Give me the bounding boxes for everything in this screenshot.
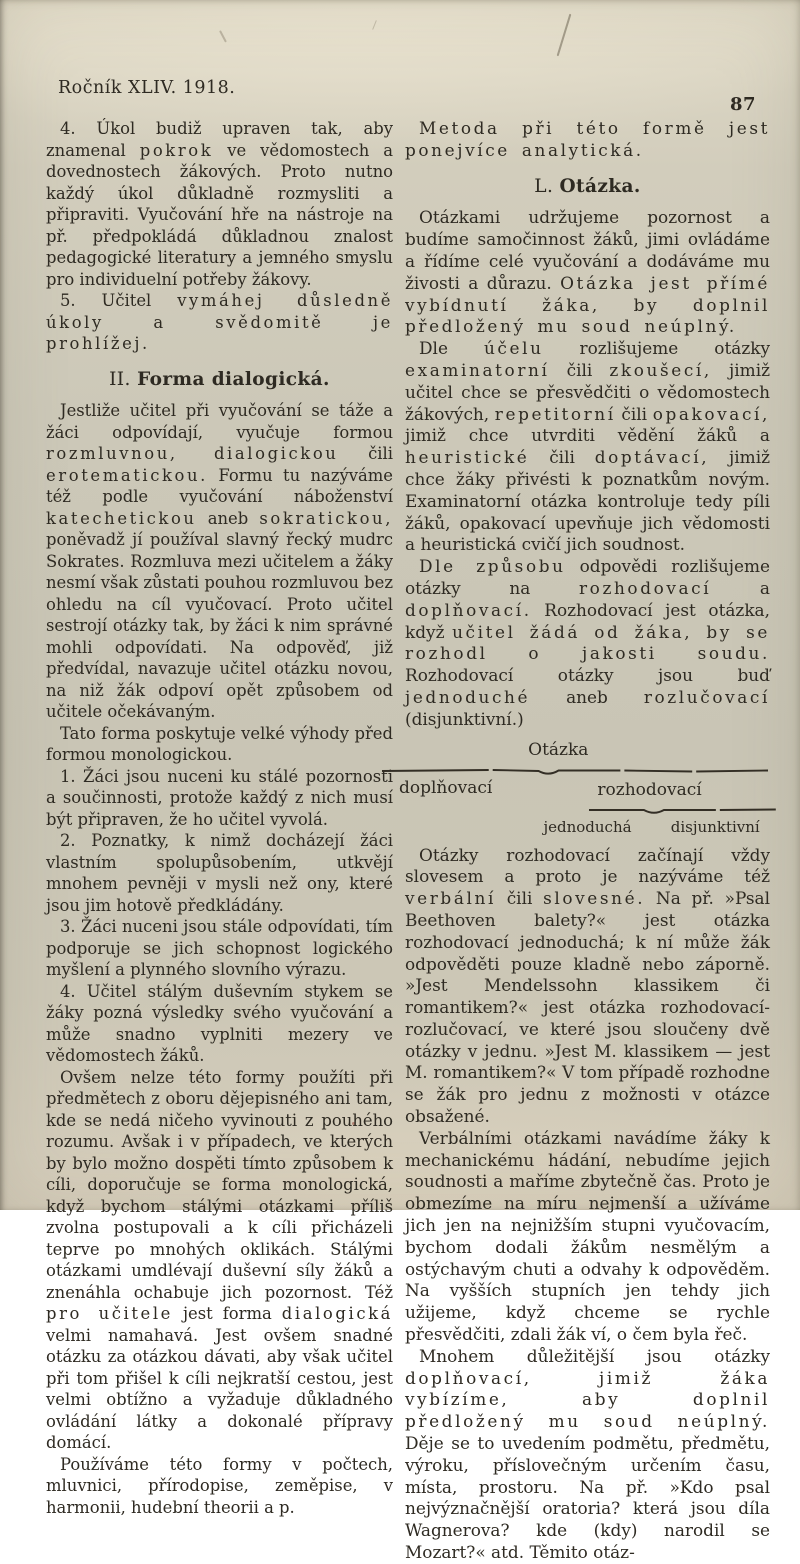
text-run: jimiž chce žáky přivésti k poznatkům novým. Examinatorní otázka kontroluje tedy píli žáků, opakovací upevňuje jich vědomosti a heuristická cvičí jich soudnost.	[405, 447, 771, 555]
right-column	[399, 118, 771, 1564]
left-column	[46, 118, 393, 1564]
text-run: poněvadž jí používal slavný řecký mudrc Sokrates. Rozmluva mezi učitelem a žáky nesmí však zůstati pouhou rozmluvou bez ohledu na cíl vyučovací. Proto učitel sestrojí otázky tak, by žáci k nim správné mohli odpovídati. Na odpověď, již předvídal, navazuje učitel otázku novou, na niž žák odpoví opět způsobem od učitele očekávaným.	[46, 530, 393, 721]
text-run: čili	[338, 444, 393, 463]
paragraph	[46, 290, 393, 355]
paragraph	[405, 118, 770, 162]
emphasized-text: rozmluvnou, dialogickou	[46, 444, 339, 463]
emphasized-text: jednoduché	[405, 686, 531, 707]
emphasized-text: Otázka jest přímé vybídnutí žáka, by doplnil předložený mu soud neúplný.	[405, 272, 770, 337]
paragraph	[405, 556, 770, 730]
diagram-branch-line	[381, 765, 770, 777]
text-run: Verbálními otázkami navádíme žáky k mechanickému hádání, nebudíme jejich soudnosti a maříme zbytečně čas. Proto je obmezíme na míru nejmenší a užíváme jich jen na nejnižším stupni vyučovacím, bychom dodali žákům nesmělým a ostýchavým chuti a odvahy k odpověděm. Na vyšších stupních jen tehdy jich užijeme, když chceme se rychle přesvědčiti, zdali žák ví, o čem byla řeč.	[405, 1127, 770, 1345]
text-run: 4. Učitel stálým duševním stykem se žáky pozná výsledky svého vyučování a může snadno vyplniti mezery ve vědomostech žáků.	[46, 981, 393, 1065]
paragraph	[405, 845, 770, 1128]
emphasized-text: doplňovací.	[405, 599, 532, 620]
scratch-mark	[372, 20, 377, 30]
text-run: aneb	[196, 508, 260, 528]
paragraph	[46, 723, 393, 766]
emphasized-text: opakovací,	[652, 403, 770, 424]
text-run: jimiž učitel chce se přesvědčiti o vědomostech žákových,	[405, 359, 770, 424]
section-number: L.	[534, 175, 560, 197]
emphasized-text: vymáhej důsledně úkoly a svědomitě je prohlížej.	[46, 291, 393, 353]
section-number: II.	[109, 368, 138, 390]
volume-label: Ročník XLIV. 1918.	[58, 78, 236, 98]
text-run: čili	[549, 359, 610, 380]
emphasized-text: Dle způsobu	[419, 556, 566, 577]
emphasized-text: dialogická	[281, 1304, 394, 1323]
diagram-branch-right-label: rozhodovací	[597, 779, 702, 800]
emphasized-text: erotematickou.	[46, 465, 208, 485]
emphasized-text: účelu	[483, 338, 544, 359]
text-run: Používáme této formy v počtech, mluvnici, přírodopise, zeměpise, v harmonii, hudební theorii a p.	[46, 1454, 393, 1517]
paragraph	[46, 1454, 393, 1519]
paragraph	[46, 400, 393, 723]
text-run: a	[711, 577, 770, 598]
emphasized-text: verbální	[405, 888, 496, 909]
emphasized-text: učitel žádá od žáka, by se rozhodl o jakosti soudu.	[405, 621, 770, 664]
paragraph	[46, 981, 393, 1067]
paragraph	[46, 830, 393, 916]
paragraph	[46, 118, 393, 290]
text-run: Děje se to uvedením podmětu, předmětu, výroku, příslovečným určením času, místa, prostoru. Na př. »Kdo psal nejvýznačnější oratoria? která jsou díla Wagnerova? kde (kdy) narodil se Mozart?« atd. Těmito otáz-	[405, 1433, 770, 1563]
text-run: 1. Žáci jsou nuceni ku stálé pozornosti a součinnosti, protože každý z nich musí být připraven, že ho učitel vyvolá.	[46, 766, 393, 829]
question-classification-diagram	[399, 739, 770, 840]
text-run: čili	[529, 447, 595, 468]
section-heading	[405, 176, 770, 198]
page-number: 87	[729, 94, 756, 115]
scratch-mark	[219, 30, 226, 42]
emphasized-text: pro učitele	[46, 1304, 173, 1323]
paragraph	[46, 1067, 393, 1454]
diagram-branch-left-label: doplňovací	[399, 777, 493, 798]
emphasized-text: slovesné.	[543, 888, 646, 909]
text-run: 2. Poznatky, k nimž docházejí žáci vlastním spolupůsobením, utkvějí mnohem pevněji v mysli než ony, které jsou jim hotově předkládány.	[46, 831, 393, 915]
paragraph	[46, 766, 393, 831]
section-heading	[46, 369, 393, 391]
emphasized-text: rozlučovací	[643, 686, 770, 707]
text-run: aneb	[530, 686, 644, 707]
emphasized-text: examinatorní	[405, 359, 550, 380]
text-run: 3. Žáci nuceni jsou stále odpovídati, tím podporuje se jich schopnost logického myšlení a plynného slovního výrazu.	[46, 917, 393, 979]
emphasized-text: zkoušecí,	[609, 359, 712, 380]
paragraph	[405, 338, 770, 556]
diagram-sub-branch-line	[588, 804, 778, 816]
paragraph	[405, 1128, 770, 1346]
emphasized-text: doptávací,	[594, 447, 710, 468]
section-title: Forma dialogická.	[137, 368, 330, 390]
text-run: čili	[615, 403, 653, 424]
text-run: Otázkami udržujeme pozornost a budíme samočinnost žáků, jimi ovládáme a řídíme celé vyučování a dodáváme mu živosti a důrazu.	[405, 207, 770, 293]
diagram-root-label: Otázka	[528, 739, 589, 760]
emphasized-text: sokratickou,	[259, 508, 393, 528]
diagram-sub-left-label: jednoduchá	[543, 817, 632, 836]
text-run: velmi namahavá. Jest ovšem snadné otázku za otázkou dávati, aby však učitel při tom přišel k cíli nejkratší cestou, jest velmi obtížno a vyžaduje důkladného ovládání látky a dokonalé přípravy domácí.	[46, 1325, 393, 1452]
section-title: Otázka.	[559, 175, 641, 197]
text-run: odpovědi rozlišujeme otázky na	[405, 556, 770, 598]
emphasized-text: heuristické	[405, 447, 530, 468]
paragraph	[46, 916, 393, 981]
page-header	[58, 76, 758, 122]
emphasized-text: rozhodovací	[579, 577, 712, 598]
text-run: jest forma	[172, 1304, 282, 1323]
text-run: jimiž chce utvrditi vědění žáků a	[405, 425, 770, 446]
text-run: rozlišujeme otázky	[543, 338, 770, 359]
text-run: 5. Učitel	[60, 291, 178, 310]
emphasized-text: katechetickou	[46, 508, 197, 528]
paragraph	[405, 207, 770, 338]
text-run: Tato forma poskytuje velké výhody před formou monologickou.	[46, 723, 393, 764]
text-run: Na př. »Psal Beethoven balety?« jest otázka rozhodovací jednoduchá; k ní může žák odpověděti pouze kladně nebo záporně. »Jest Mendelssohn klassikem či romantikem?« jest otázka rozhodovací-rozlučovací, ve které jsou sloučeny dvě otázky v jednu. »Jest M. klassikem — jest M. romantikem?« V tom případě rozhodne se žák pro jednu z možnosti v otázce obsažené.	[405, 888, 771, 1127]
text-run: Mnohem důležitější jsou otázky	[419, 1345, 770, 1366]
text-run: ve vědomostech a dovednostech žákových. Proto nutno každý úkol důkladně rozmysliti a připraviti. Vyučování hře na nástroje na př. předpokládá důkladnou znalost pedagogické literatury a jemného smyslu pro individuelní potřeby žákovy.	[46, 140, 393, 289]
text-run: 4. Úkol budiž upraven tak, aby znamenal	[46, 119, 393, 160]
text-run: Rozhodovací otázky jsou buď	[405, 665, 770, 686]
emphasized-text: doplňovací, jimiž žáka vybízíme, aby doplnil předložený mu soud neúplný.	[405, 1367, 770, 1432]
text-run: Ovšem nelze této formy použíti při předmětech z oboru dějepisného ani tam, kde se nedá ničeho vyvinouti z pouhého rozumu. Avšak i v případech, ve kterých by bylo možno dospěti tímto způsobem k cíli, doporučuje se forma monologická, když bychom stálými otázkami příliš zvolna postupovali a k cíli přicházeli teprve po mnohých oklikách. Stálými otázkami umdlévají duševní síly žáků a znenáhla ochabuje jich pozornost. Též	[46, 1067, 393, 1302]
text-run: Jestliže učitel při vyučování se táže a žáci odpovídají, vyučuje formou	[46, 401, 393, 442]
scratch-mark	[557, 14, 572, 57]
text-run: Formu tu nazýváme též podle vyučování náboženství	[46, 465, 393, 506]
paragraph	[405, 1346, 770, 1564]
two-column-text	[46, 118, 770, 1564]
text-run: Rozhodovací jest otázka, když	[405, 599, 770, 642]
text-run: (disjunktivní.)	[405, 708, 524, 729]
emphasized-text: Metoda při této formě jest ponejvíce analytická.	[405, 118, 770, 160]
emphasized-text: repetitorní	[494, 403, 616, 424]
emphasized-text: pokrok	[139, 140, 214, 160]
diagram-sub-right-label: disjunktivní	[670, 817, 760, 836]
text-run: Dle	[419, 338, 484, 359]
text-run: čili	[495, 888, 544, 909]
text-run: Otázky rozhodovací začínají vždy slovesem a proto je nazýváme též	[405, 844, 770, 887]
